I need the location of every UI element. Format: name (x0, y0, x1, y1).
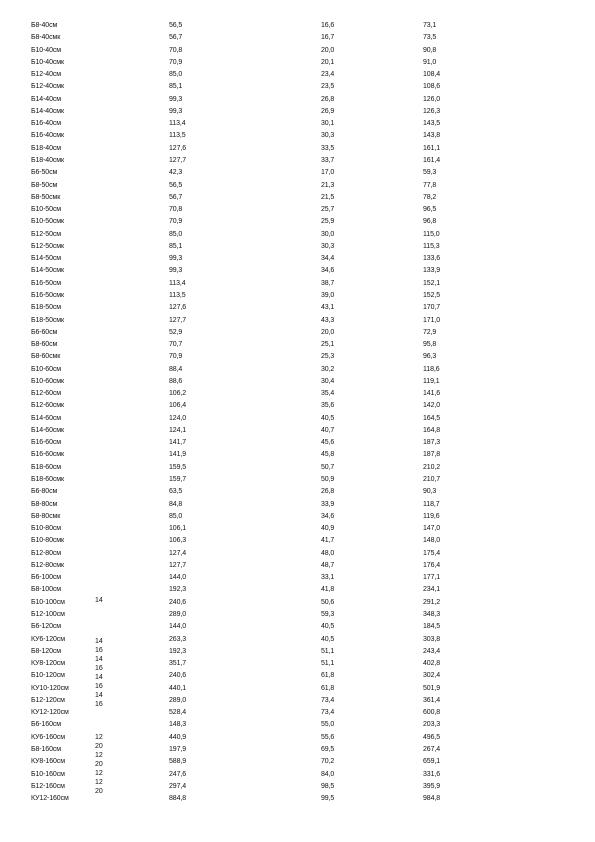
row-value-b-cell: 23,5 (321, 83, 335, 91)
row-value-a-cell: 127,4 (169, 549, 187, 557)
row-value-a-cell: 144,0 (169, 574, 187, 582)
row-total-cell: 161,4 (423, 157, 441, 164)
row-value-a-cell: 106,1 (169, 525, 187, 533)
row-value-a-cell: 85,0 (169, 230, 183, 238)
row-name-cell: Б16-50см (31, 279, 62, 287)
row-value-b-cell: 30,4 (321, 377, 335, 385)
row-value-a-cell: 56,7 (169, 34, 183, 42)
row-total-cell: 161,1 (423, 144, 441, 152)
row-value-a-cell: 528,4 (169, 709, 187, 717)
row-name-cell: Б14-40см (31, 95, 62, 103)
row-value-a-cell: 197,9 (169, 745, 187, 753)
row-total-cell: 118,6 (423, 365, 440, 373)
row-value-a-cell: 297,4 (169, 782, 187, 790)
row-name-cell: Б12-80смк (31, 561, 64, 569)
row-value-b-cell: 25,1 (321, 341, 335, 348)
row-name-cell: Б14-50смк (31, 267, 64, 275)
row-value-b-cell: 17,0 (321, 169, 335, 177)
row-name-cell: Б10-120см (31, 672, 65, 680)
row-value-a-cell: 159,7 (169, 476, 187, 483)
row-value-a-cell: 85,1 (169, 242, 183, 250)
row-total-cell: 164,5 (423, 414, 441, 422)
row-total-cell: 984,8 (423, 795, 441, 802)
row-name-cell: Б12-40смк (31, 83, 64, 91)
row-total-cell: 243,4 (423, 647, 441, 655)
row-total-cell: 78,2 (423, 193, 437, 201)
row-total-cell: 77,8 (423, 181, 437, 189)
row-value-b-cell: 33,7 (321, 157, 335, 164)
row-total-cell: 267,4 (423, 745, 441, 753)
row-total-cell: 73,1 (423, 22, 437, 29)
row-total-cell: 133,6 (423, 255, 441, 263)
row-name-cell: Б18-40см (31, 144, 62, 152)
row-name-cell: Б8-100см (31, 586, 62, 594)
row-value-a-cell: 106,4 (169, 402, 187, 410)
row-value-a-cell: 88,4 (169, 365, 183, 373)
row-total-cell: 210,2 (423, 463, 441, 471)
row-value-b-cell: 30,0 (321, 230, 335, 238)
row-name-cell: Б10-100см (31, 598, 65, 606)
row-value-a-cell: 56,5 (169, 181, 183, 189)
row-value-a-cell: 240,6 (169, 672, 187, 680)
side-number: 14 (95, 638, 103, 645)
row-name-cell: Б10-50смк (31, 218, 64, 226)
row-total-cell: 176,4 (423, 561, 441, 569)
row-value-a-cell: 99,3 (169, 95, 183, 103)
row-value-b-cell: 41,8 (321, 586, 335, 594)
row-value-b-cell: 84,0 (321, 770, 335, 778)
row-value-a-cell: 440,9 (169, 733, 187, 741)
row-value-a-cell: 42,3 (169, 169, 183, 177)
row-total-cell: 170,7 (423, 304, 441, 312)
row-name-cell: Б8-50см (31, 181, 58, 189)
row-value-a-cell: 113,4 (169, 120, 186, 128)
row-value-b-cell: 26,8 (321, 488, 335, 496)
row-total-cell: 348,3 (423, 611, 441, 618)
row-total-cell: 141,6 (423, 390, 441, 398)
row-value-a-cell: 884,8 (169, 795, 187, 802)
row-value-a-cell: 440,1 (169, 684, 187, 692)
side-number: 12 (95, 779, 103, 786)
side-number: 20 (95, 788, 103, 795)
row-total-cell: 291,2 (423, 598, 441, 606)
row-value-a-cell: 148,3 (169, 721, 187, 729)
row-value-a-cell: 289,0 (169, 611, 187, 618)
row-total-cell: 91,0 (423, 58, 437, 66)
side-number: 20 (95, 761, 103, 768)
row-name-cell: Б10-160см (31, 770, 65, 778)
row-name-cell: Б18-50смк (31, 316, 64, 324)
row-value-b-cell: 26,9 (321, 107, 335, 115)
row-total-cell: 108,6 (423, 83, 441, 91)
row-value-b-cell: 98,5 (321, 782, 335, 790)
row-total-cell: 152,5 (423, 291, 441, 299)
row-value-a-cell: 127,7 (169, 561, 187, 569)
row-name-cell: Б8-80см (31, 500, 58, 508)
row-value-a-cell: 124,0 (169, 414, 187, 422)
row-name-cell: Б8-120см (31, 647, 62, 655)
row-total-cell: 177,1 (423, 574, 441, 582)
row-value-b-cell: 48,0 (321, 549, 335, 557)
row-value-a-cell: 85,0 (169, 512, 183, 520)
row-name-cell: Б10-60см (31, 365, 62, 373)
row-name-cell: Б10-80см (31, 525, 62, 533)
row-total-cell: 59,3 (423, 169, 437, 177)
row-value-a-cell: 85,1 (169, 83, 183, 91)
row-name-cell: Б12-120см (31, 696, 65, 704)
row-total-cell: 126,3 (423, 107, 441, 115)
row-name-cell: Б16-60см (31, 439, 62, 447)
row-total-cell: 147,0 (423, 525, 441, 533)
row-name-cell: КУ12-120см (31, 709, 69, 717)
row-name-cell: Б6-50см (31, 169, 58, 177)
row-value-b-cell: 41,7 (321, 537, 335, 545)
row-value-a-cell: 70,9 (169, 353, 183, 361)
row-value-a-cell: 70,9 (169, 218, 183, 226)
row-total-cell: 152,1 (423, 279, 441, 287)
row-total-cell: 143,8 (423, 132, 441, 140)
row-value-a-cell: 240,6 (169, 598, 187, 606)
row-total-cell: 90,3 (423, 488, 437, 496)
row-total-cell: 96,8 (423, 218, 437, 226)
row-name-cell: КУ6-160см (31, 733, 65, 741)
row-value-a-cell: 99,3 (169, 267, 183, 275)
row-total-cell: 203,3 (423, 721, 441, 729)
row-value-b-cell: 51,1 (321, 647, 335, 655)
row-value-b-cell: 26,8 (321, 95, 335, 103)
row-value-b-cell: 61,8 (321, 672, 335, 680)
row-value-a-cell: 70,8 (169, 206, 183, 213)
row-name-cell: Б18-40смк (31, 157, 64, 164)
row-total-cell: 331,6 (423, 770, 441, 778)
row-value-b-cell: 61,8 (321, 684, 335, 692)
row-value-a-cell: 263,3 (169, 635, 187, 643)
row-total-cell: 118,7 (423, 500, 440, 508)
row-value-a-cell: 351,7 (169, 660, 187, 667)
side-number: 16 (95, 647, 103, 654)
row-value-b-cell: 21,3 (321, 181, 335, 189)
row-value-b-cell: 30,3 (321, 132, 335, 140)
row-value-a-cell: 113,5 (169, 132, 186, 140)
row-value-a-cell: 141,7 (169, 439, 187, 447)
row-name-cell: Б12-80см (31, 549, 62, 557)
row-name-cell: КУ8-120см (31, 660, 65, 667)
row-value-a-cell: 588,9 (169, 758, 187, 766)
row-value-a-cell: 106,3 (169, 537, 187, 545)
row-name-cell: Б16-60смк (31, 451, 64, 459)
row-value-b-cell: 69,5 (321, 745, 335, 753)
row-total-cell: 133,9 (423, 267, 441, 275)
row-value-b-cell: 20,0 (321, 328, 335, 336)
row-value-a-cell: 106,2 (169, 390, 187, 398)
row-name-cell: Б10-50см (31, 206, 62, 213)
side-number: 16 (95, 665, 103, 672)
row-value-b-cell: 30,3 (321, 242, 335, 250)
row-name-cell: Б6-160см (31, 721, 62, 729)
row-value-a-cell: 63,5 (169, 488, 183, 496)
row-total-cell: 119,1 (423, 377, 440, 385)
row-value-a-cell: 85,0 (169, 71, 183, 79)
row-value-b-cell: 55,6 (321, 733, 335, 741)
row-name-cell: Б8-60см (31, 341, 58, 348)
row-name-cell: Б10-60смк (31, 377, 64, 385)
row-value-a-cell: 88,6 (169, 377, 183, 385)
row-total-cell: 142,0 (423, 402, 441, 410)
row-value-a-cell: 192,3 (169, 586, 187, 594)
row-value-b-cell: 40,5 (321, 635, 335, 643)
row-value-b-cell: 48,7 (321, 561, 335, 569)
row-value-a-cell: 56,5 (169, 22, 183, 29)
row-value-a-cell: 124,1 (169, 426, 187, 434)
row-name-cell: Б14-60см (31, 414, 62, 422)
row-value-b-cell: 34,6 (321, 267, 335, 275)
row-value-a-cell: 127,6 (169, 304, 187, 312)
row-total-cell: 184,5 (423, 623, 441, 631)
row-name-cell: КУ6-120см (31, 635, 65, 643)
row-name-cell: Б6-120см (31, 623, 62, 631)
row-value-a-cell: 159,5 (169, 463, 187, 471)
row-value-b-cell: 38,7 (321, 279, 335, 287)
row-name-cell: Б8-80смк (31, 512, 61, 520)
side-number: 20 (95, 743, 103, 750)
row-value-a-cell: 70,9 (169, 58, 183, 66)
row-name-cell: Б6-80см (31, 488, 58, 496)
row-value-a-cell: 192,3 (169, 647, 187, 655)
row-total-cell: 119,6 (423, 512, 440, 520)
row-total-cell: 395,9 (423, 782, 441, 790)
row-value-b-cell: 35,4 (321, 390, 335, 398)
side-number: 14 (95, 674, 103, 681)
row-value-b-cell: 23,4 (321, 71, 335, 79)
row-total-cell: 402,8 (423, 660, 441, 667)
row-value-b-cell: 40,9 (321, 525, 335, 533)
row-value-b-cell: 16,6 (321, 22, 335, 29)
row-name-cell: Б18-60см (31, 463, 62, 471)
row-value-b-cell: 20,0 (321, 46, 335, 54)
row-total-cell: 234,1 (423, 586, 441, 594)
row-value-a-cell: 141,9 (169, 451, 187, 459)
row-total-cell: 96,5 (423, 206, 437, 213)
row-value-a-cell: 70,8 (169, 46, 183, 54)
row-total-cell: 73,5 (423, 34, 437, 42)
row-value-b-cell: 73,4 (321, 696, 335, 704)
side-number: 12 (95, 770, 103, 777)
row-value-a-cell: 247,6 (169, 770, 187, 778)
row-name-cell: Б8-50смк (31, 193, 61, 201)
row-value-b-cell: 43,3 (321, 316, 335, 324)
row-total-cell: 501,9 (423, 684, 441, 692)
row-value-b-cell: 51,1 (321, 660, 335, 667)
row-total-cell: 72,9 (423, 328, 437, 336)
row-value-b-cell: 40,5 (321, 623, 335, 631)
row-value-a-cell: 56,7 (169, 193, 183, 201)
row-value-b-cell: 25,3 (321, 353, 335, 361)
row-name-cell: КУ10-120см (31, 684, 69, 692)
row-value-b-cell: 40,5 (321, 414, 335, 422)
row-name-cell: Б14-40смк (31, 107, 64, 115)
row-total-cell: 90,8 (423, 46, 437, 54)
side-number: 16 (95, 683, 103, 690)
row-value-b-cell: 45,8 (321, 451, 335, 459)
row-total-cell: 600,8 (423, 709, 441, 717)
row-name-cell: Б8-160см (31, 745, 62, 753)
row-name-cell: КУ12-160см (31, 795, 69, 802)
row-name-cell: Б8-40см (31, 22, 58, 29)
row-name-cell: Б12-60см (31, 390, 62, 398)
row-value-b-cell: 35,6 (321, 402, 335, 410)
row-name-cell: Б12-50смк (31, 242, 64, 250)
row-value-a-cell: 127,7 (169, 157, 187, 164)
row-name-cell: Б6-100см (31, 574, 62, 582)
row-value-b-cell: 59,3 (321, 611, 335, 618)
row-name-cell: Б10-40см (31, 46, 62, 54)
row-value-b-cell: 20,1 (321, 58, 335, 66)
row-value-b-cell: 34,4 (321, 255, 335, 263)
row-value-b-cell: 16,7 (321, 34, 335, 42)
row-value-b-cell: 43,1 (321, 304, 335, 312)
side-number: 14 (95, 692, 103, 699)
row-value-b-cell: 33,9 (321, 500, 335, 508)
row-total-cell: 496,5 (423, 733, 441, 741)
row-value-a-cell: 113,4 (169, 279, 186, 287)
row-total-cell: 302,4 (423, 672, 441, 680)
row-total-cell: 303,8 (423, 635, 441, 643)
row-value-b-cell: 40,7 (321, 426, 335, 434)
row-name-cell: Б12-50см (31, 230, 62, 238)
row-total-cell: 108,4 (423, 71, 441, 79)
row-value-b-cell: 45,6 (321, 439, 335, 447)
row-value-a-cell: 113,5 (169, 291, 186, 299)
row-total-cell: 143,5 (423, 120, 441, 128)
row-total-cell: 187,3 (423, 439, 441, 447)
row-name-cell: Б6-60см (31, 328, 58, 336)
row-name-cell: Б18-50см (31, 304, 62, 312)
row-value-b-cell: 99,5 (321, 795, 335, 802)
row-total-cell: 115,3 (423, 242, 440, 250)
row-name-cell: Б12-60смк (31, 402, 64, 410)
row-name-cell: Б14-50см (31, 255, 62, 263)
row-value-a-cell: 144,0 (169, 623, 187, 631)
row-value-b-cell: 30,1 (321, 120, 335, 128)
row-value-b-cell: 50,6 (321, 598, 335, 606)
row-total-cell: 164,8 (423, 426, 441, 434)
row-name-cell: Б10-40смк (31, 58, 64, 66)
row-total-cell: 95,8 (423, 341, 437, 348)
row-total-cell: 659,1 (423, 758, 441, 766)
row-total-cell: 361,4 (423, 696, 441, 704)
side-number: 16 (95, 701, 103, 708)
row-name-cell: Б16-40смк (31, 132, 64, 140)
row-value-b-cell: 25,7 (321, 206, 335, 213)
row-value-a-cell: 99,3 (169, 255, 183, 263)
row-value-a-cell: 127,6 (169, 144, 187, 152)
row-value-b-cell: 50,9 (321, 476, 335, 483)
row-total-cell: 210,7 (423, 476, 441, 483)
row-value-a-cell: 84,8 (169, 500, 183, 508)
row-name-cell: Б12-40см (31, 71, 62, 79)
row-value-a-cell: 99,3 (169, 107, 183, 115)
row-value-b-cell: 55,0 (321, 721, 335, 729)
row-value-a-cell: 52,9 (169, 328, 183, 336)
row-value-b-cell: 25,9 (321, 218, 335, 226)
row-value-a-cell: 289,0 (169, 696, 187, 704)
side-number: 14 (95, 656, 103, 663)
row-name-cell: Б16-40см (31, 120, 62, 128)
row-total-cell: 126,0 (423, 95, 441, 103)
row-value-b-cell: 30,2 (321, 365, 335, 373)
row-name-cell: КУ8-160см (31, 758, 65, 766)
side-number: 12 (95, 734, 103, 741)
row-name-cell: Б14-60смк (31, 426, 64, 434)
side-number: 14 (95, 597, 103, 604)
row-total-cell: 187,8 (423, 451, 441, 459)
row-total-cell: 96,3 (423, 353, 437, 361)
row-value-b-cell: 39,0 (321, 291, 335, 299)
row-value-b-cell: 50,7 (321, 463, 335, 471)
side-number: 12 (95, 752, 103, 759)
row-name-cell: Б16-50смк (31, 291, 64, 299)
row-total-cell: 115,0 (423, 230, 440, 238)
row-name-cell: Б12-100см (31, 611, 65, 618)
row-name-cell: Б8-40смк (31, 34, 61, 42)
row-value-b-cell: 21,5 (321, 193, 335, 201)
row-total-cell: 148,0 (423, 537, 441, 545)
row-value-b-cell: 33,5 (321, 144, 335, 152)
row-value-a-cell: 70,7 (169, 341, 183, 348)
row-name-cell: Б12-160см (31, 782, 65, 790)
row-name-cell: Б10-80смк (31, 537, 64, 545)
row-value-b-cell: 73,4 (321, 709, 335, 717)
row-total-cell: 175,4 (423, 549, 441, 557)
row-total-cell: 171,0 (423, 316, 441, 324)
row-value-b-cell: 33,1 (321, 574, 335, 582)
row-value-a-cell: 127,7 (169, 316, 187, 324)
row-name-cell: Б18-60смк (31, 476, 64, 483)
row-value-b-cell: 70,2 (321, 758, 335, 766)
row-value-b-cell: 34,6 (321, 512, 335, 520)
row-name-cell: Б8-60смк (31, 353, 61, 361)
